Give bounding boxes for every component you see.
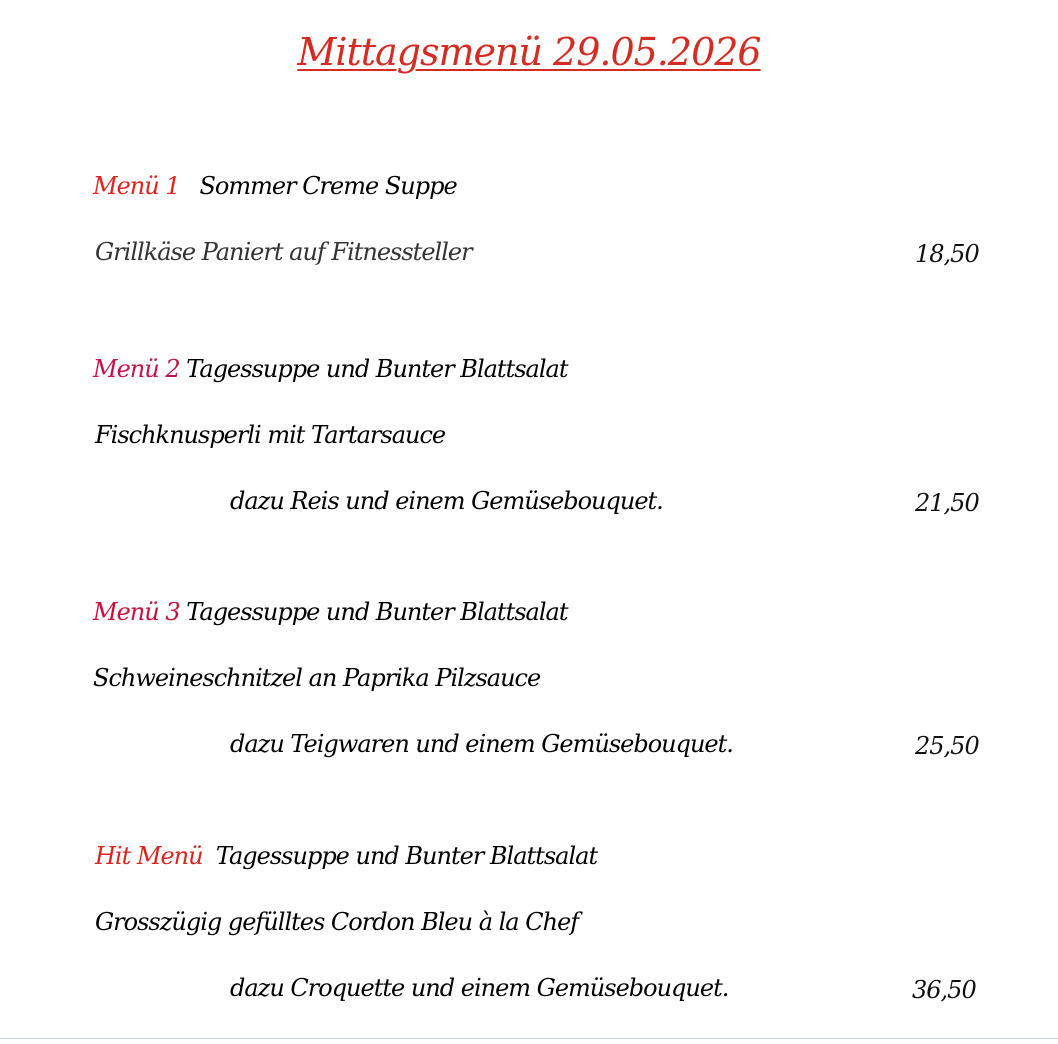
hit-menu-dish: Grosszügig gefülltes Cordon Bleu à la Chef	[95, 908, 579, 936]
menu-1-price: 18,50	[915, 240, 979, 268]
menu-1-dish: Grillkäse Paniert auf Fitnessteller	[95, 238, 472, 266]
menu-2-label: Menü 2	[93, 355, 180, 383]
menu-2-header	[93, 355, 567, 383]
hit-menu-header	[95, 842, 597, 870]
page-title: Mittagsmenü 29.05.2026	[297, 30, 761, 74]
menu-3-price: 25,50	[915, 732, 979, 760]
menu-3-starter: Tagessuppe und Bunter Blattsalat	[186, 598, 568, 626]
menu-2-sides: dazu Reis und einem Gemüsebouquet.	[230, 487, 663, 515]
menu-3-sides: dazu Teigwaren und einem Gemüsebouquet.	[230, 730, 733, 758]
menu-2-price: 21,50	[915, 489, 979, 517]
page-bottom-rule	[0, 1038, 1058, 1039]
hit-menu-starter: Tagessuppe und Bunter Blattsalat	[215, 842, 598, 870]
hit-menu-sides: dazu Croquette und einem Gemüsebouquet.	[230, 974, 729, 1002]
menu-1-label: Menü 1	[93, 172, 180, 200]
menu-2-starter: Tagessuppe und Bunter Blattsalat	[186, 355, 568, 383]
menu-1-header	[93, 172, 457, 200]
menu-1-starter: Sommer Creme Suppe	[199, 172, 457, 200]
hit-menu-label: Hit Menü	[95, 842, 203, 870]
hit-menu-price: 36,50	[912, 976, 976, 1004]
menu-3-header	[93, 598, 567, 626]
menu-3-dish: Schweineschnitzel an Paprika Pilzsauce	[93, 664, 541, 692]
menu-3-label: Menü 3	[93, 598, 180, 626]
menu-2-dish: Fischknusperli mit Tartarsauce	[95, 421, 446, 449]
